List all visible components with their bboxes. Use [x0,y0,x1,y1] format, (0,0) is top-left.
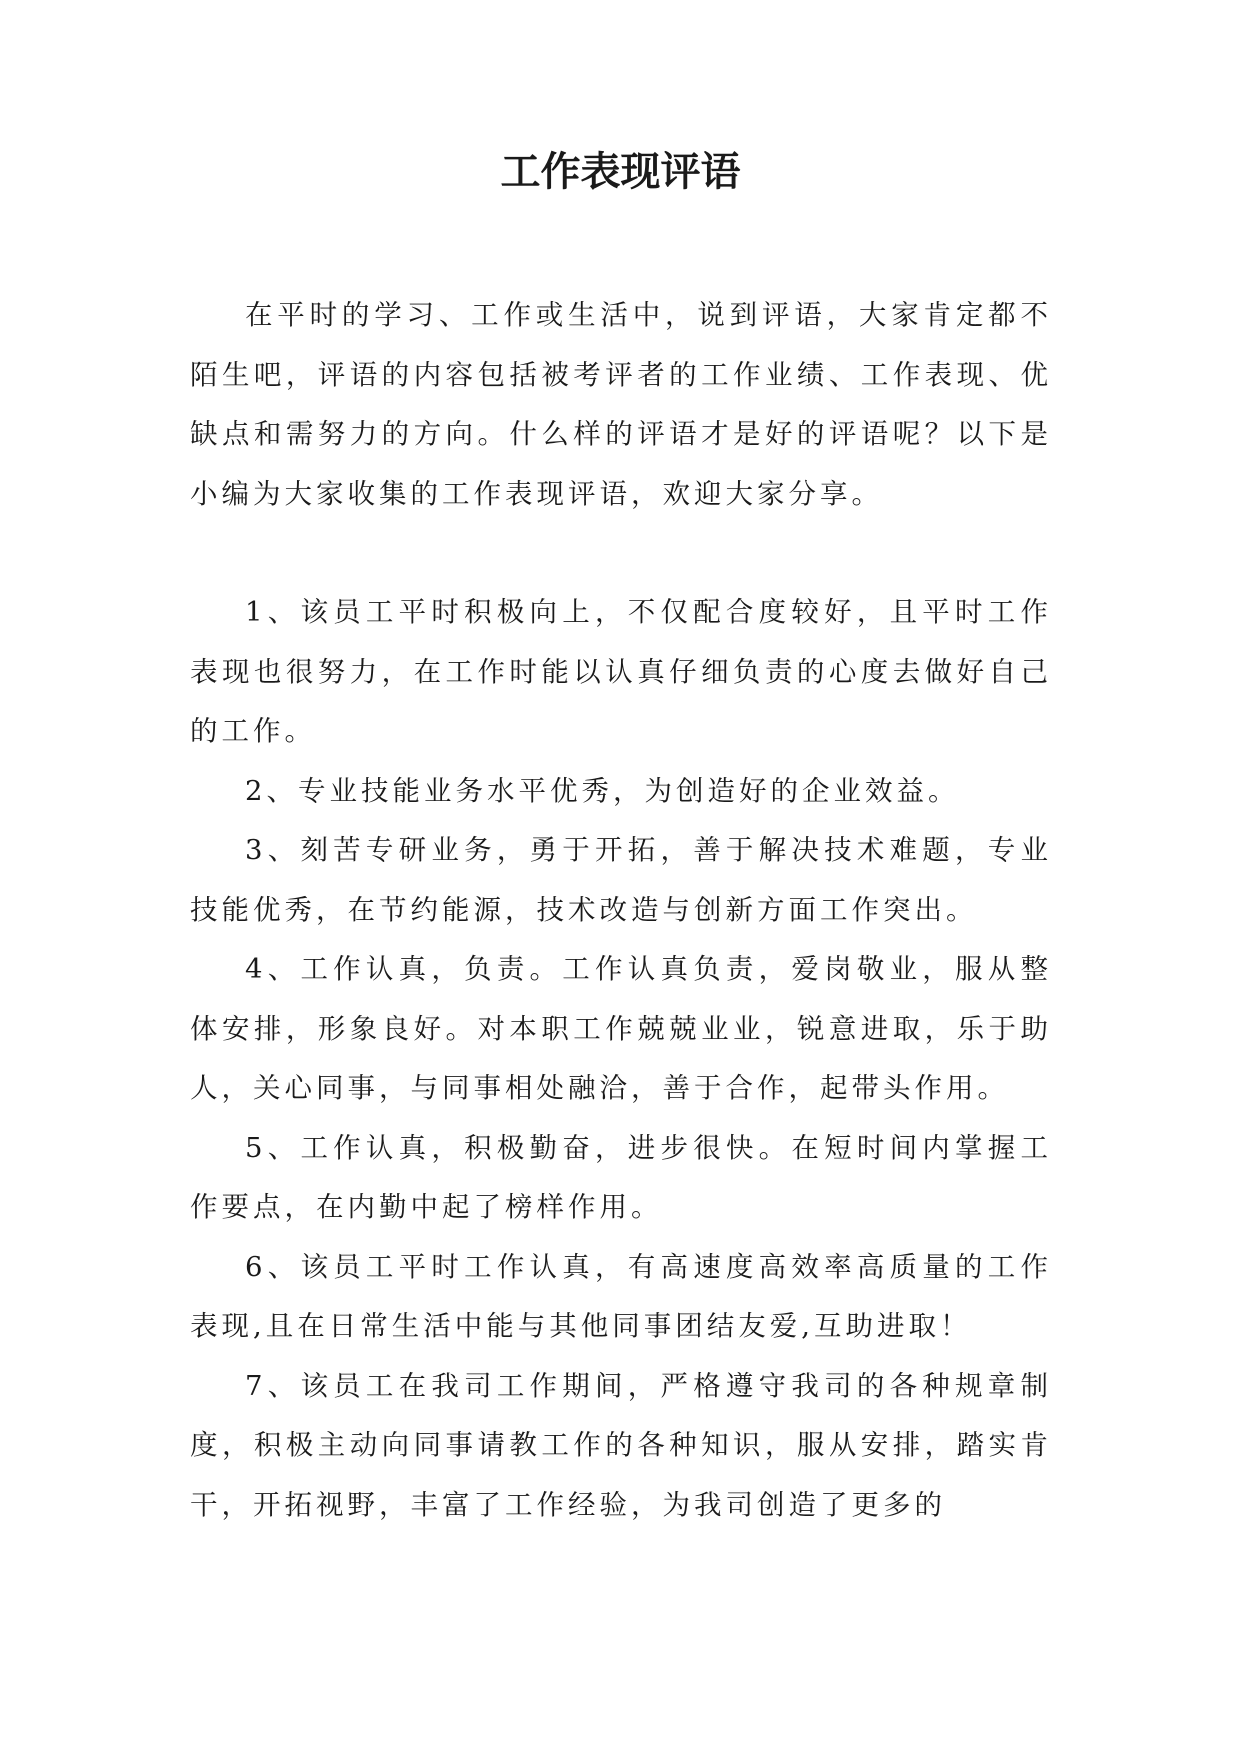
document-body [190,286,1052,1535]
comment-item-1: 1、该员工平时积极向上，不仅配合度较好，且平时工作表现也很努力，在工作时能以认真仔细负责的心度去做好自己的工作。 [190,596,1052,747]
comment-item-5: 5、工作认真，积极勤奋，进步很快。在短时间内掌握工作要点，在内勤中起了榜样作用。 [190,1131,1052,1223]
intro-paragraph: 在平时的学习、工作或生活中，说到评语，大家肯定都不陌生吧，评语的内容包括被考评者的工作业绩、工作表现、优缺点和需努力的方向。什么样的评语才是好的评语呢？以下是小编为大家收集的工作表现评语，欢迎大家分享。 [190,299,1052,510]
comment-item-7: 7、该员工在我司工作期间，严格遵守我司的各种规章制度，积极主动向同事请教工作的各种知识，服从安排，踏实肯干，开拓视野，丰富了工作经验，为我司创造了更多的 [190,1369,1052,1521]
comment-item-2: 2、专业技能业务水平优秀，为创造好的企业效益。 [245,774,960,807]
comment-item-3: 3、刻苦专研业务，勇于开拓，善于解决技术难题，专业技能优秀，在节约能源，技术改造与创新方面工作突出。 [190,834,1052,926]
comment-item-4: 4、工作认真，负责。工作认真负责，爱岗敬业，服从整体安排，形象良好。对本职工作兢兢业业，锐意进取，乐于助人，关心同事，与同事相处融洽，善于合作，起带头作用。 [190,953,1052,1104]
comment-item-6: 6、该员工平时工作认真，有高速度高效率高质量的工作表现,且在日常生活中能与其他同事团结友爱,互助进取！ [190,1250,1052,1342]
document-title: 工作表现评语 [500,148,741,195]
